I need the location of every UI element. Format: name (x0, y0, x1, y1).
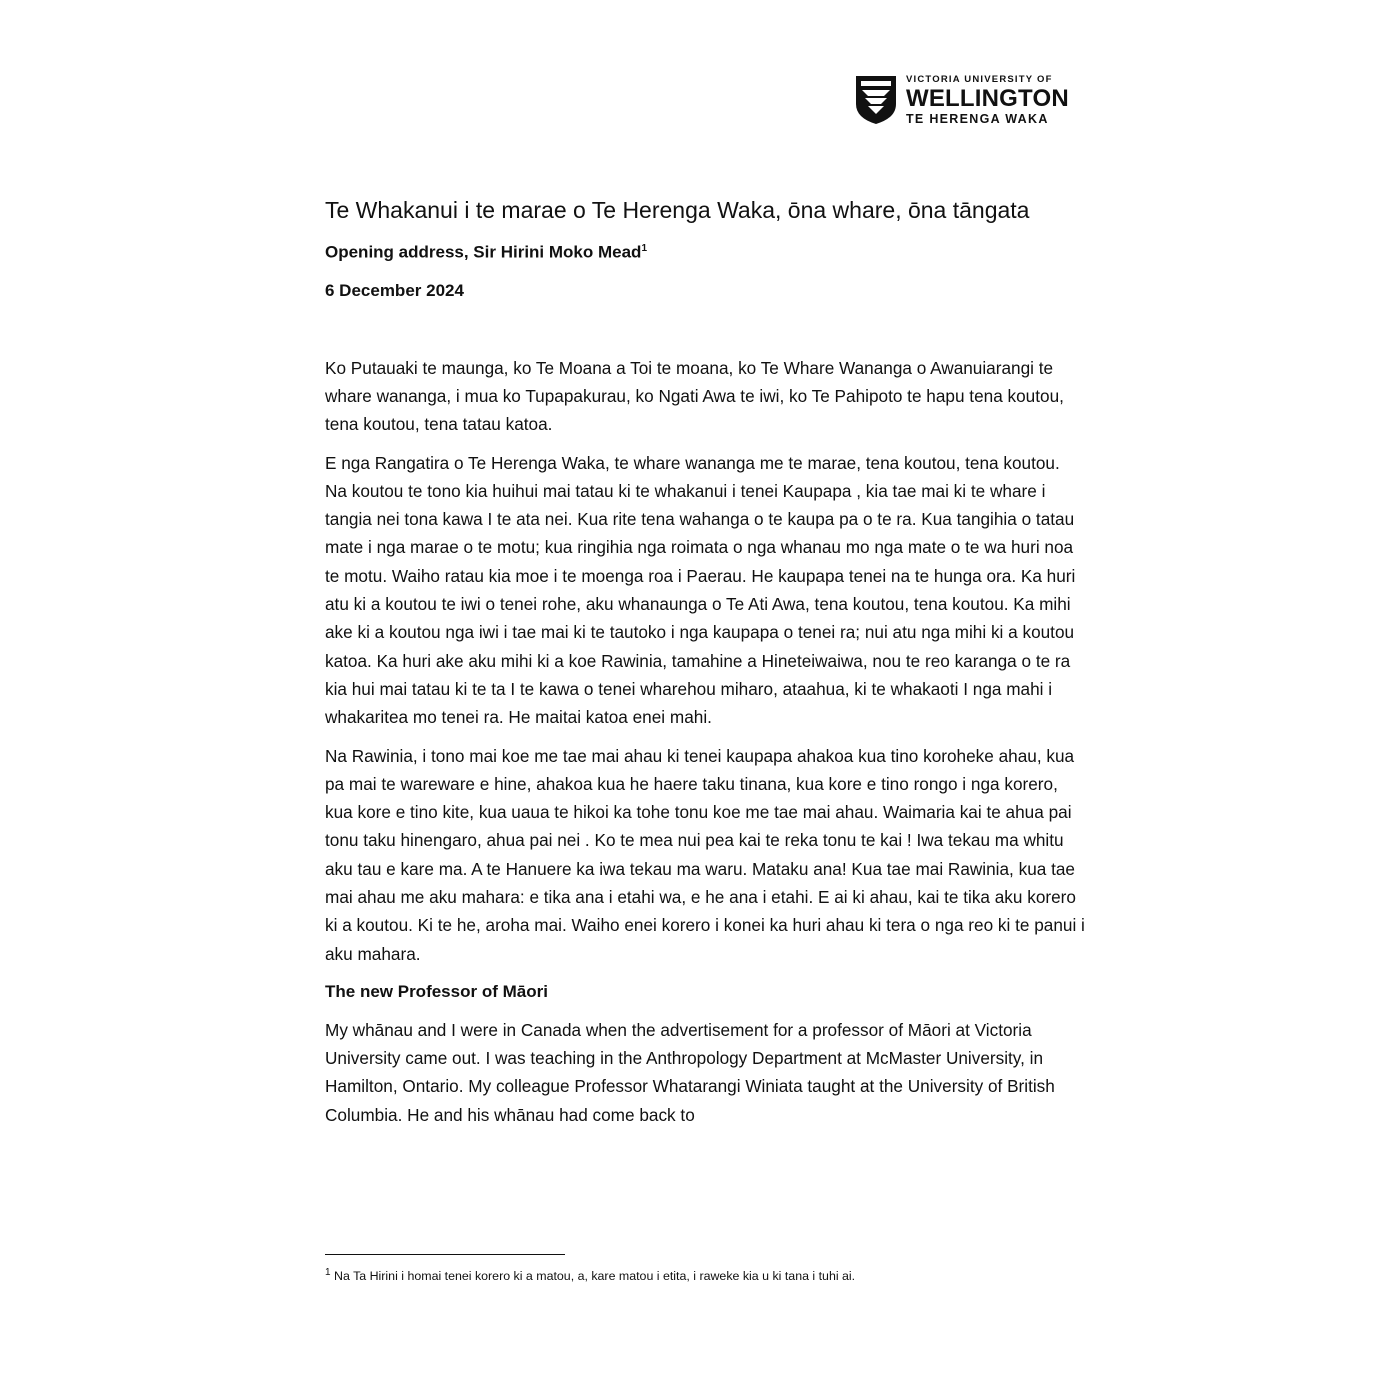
document-date: 6 December 2024 (325, 280, 464, 300)
paragraph-mihi: Ko Putauaki te maunga, ko Te Moana a Toi te moana, ko Te Whare Wananga o Awanuiarangi te whare wananga, i mua ko Tupapakurau, ko Ngati Awa te iwi, ko Te Pahipoto te hapu tena koutou, tena koutou, tena tatau katoa. (325, 357, 1064, 435)
logo-line-te-herenga-waka: TE HERENGA WAKA (906, 111, 1049, 126)
paragraph-rawinia: Na Rawinia, i tono mai koe me tae mai ahau ki tenei kaupapa ahakoa kua tino koroheke ahau, kua pa mai te wareware e hine, ahakoa kua he haere taku tinana, kua kore e tino rongo i nga korero, kua kore e tino kite, kua uaua te hikoi ka tohe tonu koe me tae mai ahau. Waimaria kai te ahua pai tonu taku hinengaro, ahua pai nei . Ko te mea nui pea kai te reka tonu te kai ! Iwa tekau ma whitu aku tau e kare ma. A te Hanuere ka iwa tekau ma waru. Mataku ana! Kua tae mai Rawinia, kua tae mai ahau me aku mahara: e tika ana i etahi wa, e he ana i etahi. E ai ki ahau, kai te tika aku korero ki a koutou. Ki te he, aroha mai. Waiho enei korero i konei ka huri ahau ki tera o nga reo ki te panui i aku mahara. (325, 745, 1085, 964)
paragraph-professor: My whānau and I were in Canada when the advertisement for a professor of Māori at Victoria University came out. I was teaching in the Anthropology Department at McMaster University, in Hamilton, Ontario. My colleague Professor Whatarangi Winiata taught at the University of British Columbia. He and his whānau had come back to (325, 1019, 1055, 1125)
logo-line-university: VICTORIA UNIVERSITY OF (906, 74, 1053, 85)
byline (325, 237, 1085, 265)
footnote-text: Na Ta Hirini i homai tenei korero ki a matou, a, kare matou i etita, i raweke kia u ki tana i tuhi ai. (334, 1269, 856, 1284)
university-logo (854, 74, 1069, 126)
paragraph-rangatira: E nga Rangatira o Te Herenga Waka, te whare wananga me te marae, tena koutou, tena koutou. Na koutou te tono kia huihui mai tatau ki te whakanui i tenei Kaupapa , kia tae mai ki te whare i tangia nei tona kawa I te ata nei. Kua rite tena wahanga o te kaupa pa o te ra. Kua tangihia o tatau mate i nga marae o te motu; kua ringihia nga roimata o nga whanau mo nga mate o te wa huri noa te motu. Waiho ratau kia moe i te moenga roa i Paerau. He kaupapa tenei na te hunga ora. Ka huri atu ki a koutou te iwi o tenei rohe, aku whanaunga o Te Ati Awa, tena koutou, tena koutou. Ka mihi ake ki a koutou nga iwi i tae mai ki te tautoko i nga kaupapa o tenei ra; nui atu nga mihi ki a koutou katoa. Ka huri ake aku mihi ki a koe Rawinia, tamahine a Hineteiwaiwa, nou te reo karanga o te ra kia hui mai tatau ki te ta I te kawa o tenei wharehou miharo, ataahua, ki te whakaoti I nga mahi i whakaritea mo tenei ra. He maitai katoa enei mahi. (325, 452, 1076, 728)
document-title: Te Whakanui i te marae o Te Herenga Waka, ōna whare, ōna tāngata (325, 197, 1030, 223)
document-body (325, 192, 1085, 1139)
footnote-number: 1 (325, 1267, 331, 1278)
footnote (325, 1264, 1085, 1285)
crest-icon (854, 74, 898, 126)
footnote-reference[interactable]: 1 (641, 243, 648, 254)
logo-wordmark (906, 75, 1069, 125)
footnote-divider (325, 1254, 565, 1255)
byline-text: Opening address, Sir Hirini Moko Mead (325, 242, 642, 262)
logo-line-wellington: WELLINGTON (906, 84, 1069, 112)
section-heading: The new Professor of Māori (325, 981, 548, 1001)
